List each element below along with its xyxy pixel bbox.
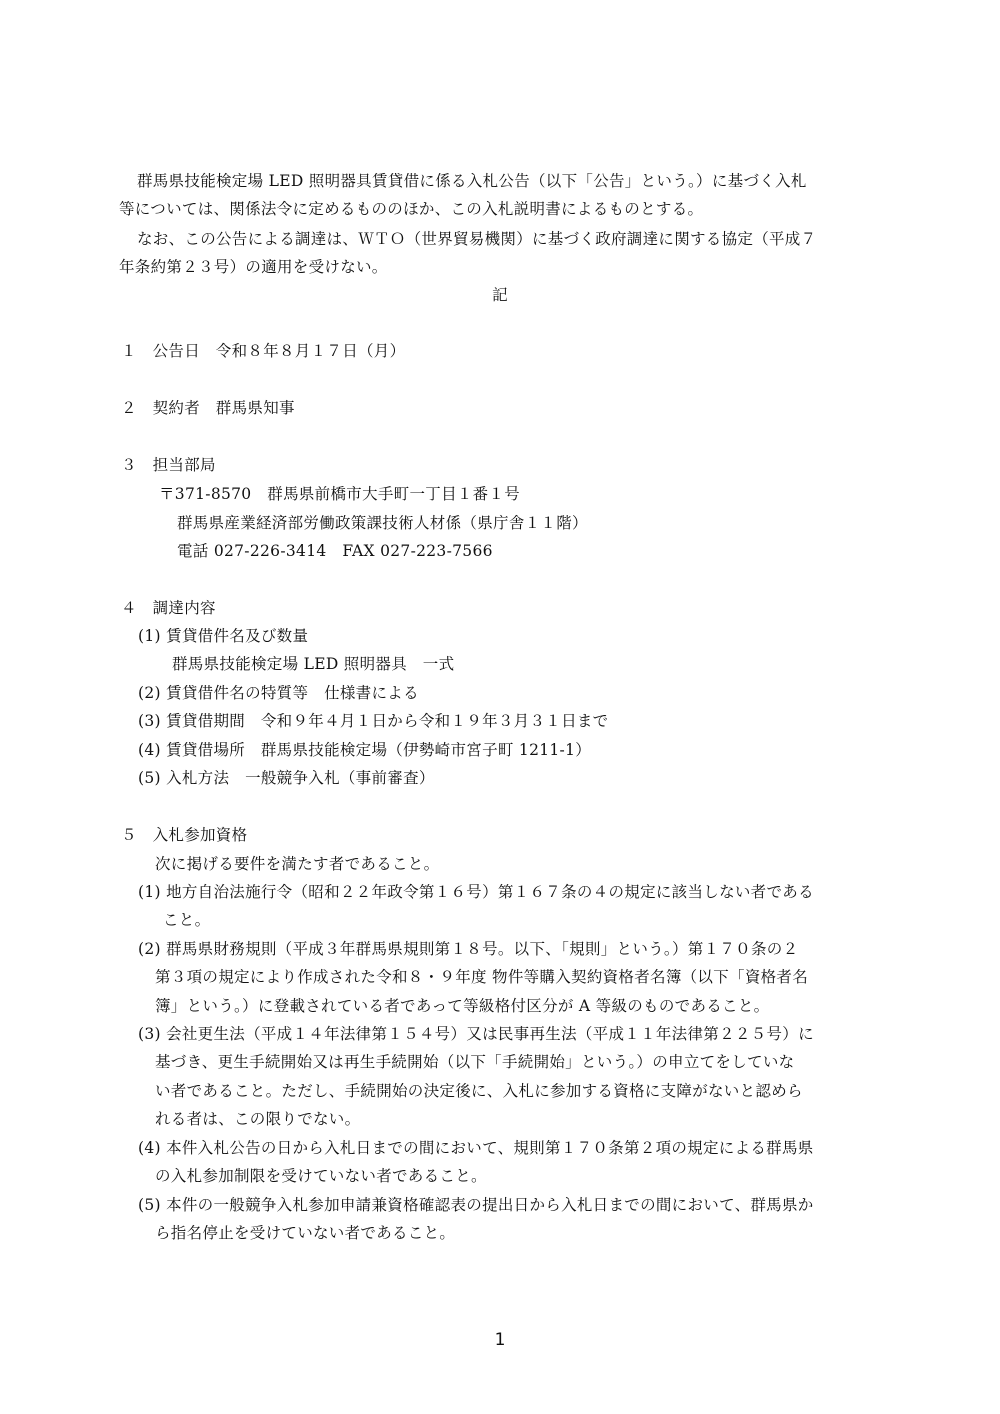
intro-paragraph-1-line-1: 群馬県技能検定場 LED 照明器具賃貸借に係る入札公告（以下「公告」という。）に基づく入札 [137,172,807,190]
page-number: 1 [494,1330,506,1350]
intro-paragraph-1-line-2: 等については、関係法令に定めるもののほか、この入札説明書によるものとする。 [119,200,704,218]
section-5-item-5-line-2: ら指名停止を受けていない者であること。 [155,1224,456,1242]
section-5-item-3-line-3: い者であること。ただし、手続開始の決定後に、入札に参加する資格に支障がないと認めら [155,1082,803,1100]
intro-paragraph-2-line-1: なお、この公告による調達は、ＷＴＯ（世界貿易機関）に基づく政府調達に関する協定（平成７ [137,230,817,248]
section-5-item-3-line-2: 基づき、更生手続開始又は再生手続開始（以下「手続開始」という。）の申立てをしていな [155,1053,795,1071]
section-4-item-3: (3) 賃貸借期間 令和９年４月１日から令和１９年３月３１日まで [138,712,609,730]
section-4-item-2: (2) 賃貸借件名の特質等 仕様書による [138,684,419,702]
section-5-item-2-line-2: 第３項の規定により作成された令和８・９年度 物件等購入契約資格者名簿（以下「資格者名 [155,968,809,986]
section-5-item-2-line-1: (2) 群馬県財務規則（平成３年群馬県規則第１８号。以下、「規則」という。）第１７０条の２ [138,940,799,958]
section-2-contractor: ２ 契約者 群馬県知事 [121,399,295,417]
section-4-item-1: (1) 賃貸借件名及び数量 [138,627,309,645]
section-5-item-3-line-1: (3) 会社更生法（平成１４年法律第１５４号）又は民事再生法（平成１１年法律第２２５号）に [138,1025,814,1043]
section-4-heading: ４ 調達内容 [121,599,216,617]
section-3-phone-fax: 電話 027-226-3414 FAX 027-223-7566 [177,542,493,560]
section-5-lead: 次に掲げる要件を満たす者であること。 [155,855,440,873]
section-5-item-1-line-1: (1) 地方自治法施行令（昭和２２年政令第１６号）第１６７条の４の規定に該当しない者である [138,883,814,901]
intro-paragraph-2-line-2: 年条約第２３号）の適用を受けない。 [119,258,388,276]
section-3-address: 〒371-8570 群馬県前橋市大手町一丁目１番１号 [159,485,521,503]
section-5-heading: ５ 入札参加資格 [121,826,248,844]
section-4-item-5: (5) 入札方法 一般競争入札（事前審査） [138,769,435,787]
section-3-department: 群馬県産業経済部労働政策課技術人材係（県庁舎１１階） [177,514,588,532]
section-4-item-1-detail: 群馬県技能検定場 LED 照明器具 一式 [172,655,455,673]
section-5-item-2-line-3: 簿」という。）に登載されている者であって等級格付区分が A 等級のものであること。 [155,997,770,1015]
section-4-item-4: (4) 賃貸借場所 群馬県技能検定場（伊勢崎市宮子町 1211-1） [138,741,592,759]
section-5-item-4-line-1: (4) 本件入札公告の日から入札日までの間において、規則第１７０条第２項の規定による群馬県 [138,1139,814,1157]
section-5-item-1-line-2: こと。 [163,911,211,929]
section-1-announcement-date: １ 公告日 令和８年８月１７日（月） [121,342,406,360]
section-5-item-4-line-2: の入札参加制限を受けていない者であること。 [155,1167,487,1185]
section-5-item-3-line-4: れる者は、この限りでない。 [155,1110,361,1128]
section-5-item-5-line-1: (5) 本件の一般競争入札参加申請兼資格確認表の提出日から入札日までの間において、群馬県か [138,1196,814,1214]
section-3-heading: ３ 担当部局 [121,456,216,474]
ki-heading: 記 [492,286,508,304]
